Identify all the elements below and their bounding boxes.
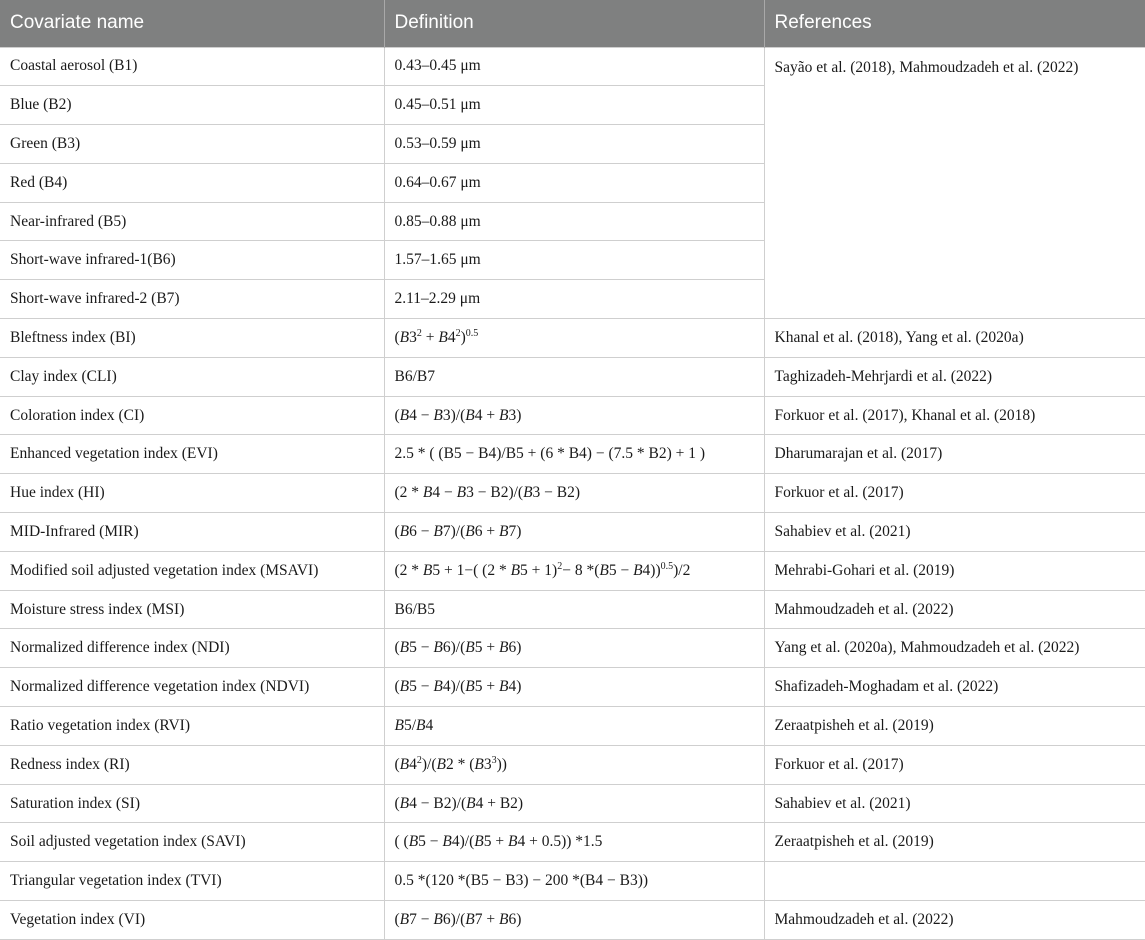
references: Sahabiev et al. (2021) [764,784,1145,823]
definition-formula: (B4 − B2)/(B4 + B2) [384,784,764,823]
references: Shafizadeh-Moghadam et al. (2022) [764,668,1145,707]
references: Taghizadeh-Mehrjardi et al. (2022) [764,357,1145,396]
header-references: References [764,0,1145,47]
references: Forkuor et al. (2017) [764,474,1145,513]
covariate-name: Clay index (CLI) [0,357,384,396]
covariate-name: Moisture stress index (MSI) [0,590,384,629]
table-row [0,823,1145,862]
covariate-name: Ratio vegetation index (RVI) [0,707,384,746]
definition-formula: (B7 − B6)/(B7 + B6) [384,901,764,940]
covariate-name: Red (B4) [0,163,384,202]
definition: 2.11–2.29 μm [384,280,764,319]
table-row [0,862,1145,901]
definition: B6/B7 [384,357,764,396]
header-row [0,0,1145,47]
references: Mahmoudzadeh et al. (2022) [764,590,1145,629]
covariate-name: Saturation index (SI) [0,784,384,823]
table-row [0,319,1145,358]
table-row [0,784,1145,823]
definition-formula: (2 * B5 + 1−( $(2 * B5 + 1)^2- 8$ *(B5 − B4))$^{0.5}$)/2 [384,551,764,590]
table-row [0,396,1145,435]
definition-formula: (B4 − B3)/(B4 + B3) [384,396,764,435]
covariate-name: Bleftness index (BI) [0,319,384,358]
references: Forkuor et al. (2017), Khanal et al. (2018) [764,396,1145,435]
covariate-name: Soil adjusted vegetation index (SAVI) [0,823,384,862]
references: Sahabiev et al. (2021) [764,513,1145,552]
references: Dharumarajan et al. (2017) [764,435,1145,474]
covariate-name: Short-wave infrared-2 (B7) [0,280,384,319]
table-row [0,590,1145,629]
definition-formula: 0.5 *(120 *(B5 − B3) − 200 *(B4 − B3)) [384,862,764,901]
definition: 0.53–0.59 μm [384,125,764,164]
covariate-name: Triangular vegetation index (TVI) [0,862,384,901]
covariate-name: Near-infrared (B5) [0,202,384,241]
definition: 0.43–0.45 μm [384,47,764,86]
header-definition: Definition [384,0,764,47]
covariate-name: Coastal aerosol (B1) [0,47,384,86]
covariate-name: MID-Infrared (MIR) [0,513,384,552]
table-row [0,551,1145,590]
covariate-name: Hue index (HI) [0,474,384,513]
references: Yang et al. (2020a), Mahmoudzadeh et al. (2022) [764,629,1145,668]
table-row [0,47,1145,86]
header-covariate: Covariate name [0,0,384,47]
references [764,862,1145,901]
definition-formula: (B5 − B6)/(B5 + B6) [384,629,764,668]
table-row [0,745,1145,784]
covariate-name: Vegetation index (VI) [0,901,384,940]
references: Sayão et al. (2018), Mahmoudzadeh et al. (2022) [764,47,1145,319]
definition-formula: B5/B4 [384,707,764,746]
covariate-name: Normalized difference vegetation index (NDVI) [0,668,384,707]
table-row [0,629,1145,668]
definition-formula: (B6 − B7)/(B6 + B7) [384,513,764,552]
covariate-name: Redness index (RI) [0,745,384,784]
table-row [0,474,1145,513]
covariate-name: Normalized difference index (NDI) [0,629,384,668]
references: Zeraatpisheh et al. (2019) [764,707,1145,746]
definition-formula: ( (B5 − B4)/(B5 + B4 + 0.5)) *1.5 [384,823,764,862]
covariate-name: Coloration index (CI) [0,396,384,435]
definition-formula: $(B3^2 + B4^2)^{0.5}$ [384,319,764,358]
definition-formula: $(B4^2)/(B2 * (B3^3))$ [384,745,764,784]
table-row [0,357,1145,396]
references: Forkuor et al. (2017) [764,745,1145,784]
definition-formula: (B5 − B4)/(B5 + B4) [384,668,764,707]
definition: 1.57–1.65 μm [384,241,764,280]
table-row [0,901,1145,940]
table-row [0,707,1145,746]
references: Mahmoudzadeh et al. (2022) [764,901,1145,940]
references: Khanal et al. (2018), Yang et al. (2020a) [764,319,1145,358]
covariate-name: Short-wave infrared-1(B6) [0,241,384,280]
definition-formula: 2.5 * ( (B5 − B4)/B5 + (6 * B4) − (7.5 * B2) + 1 ) [384,435,764,474]
covariate-name: Enhanced vegetation index (EVI) [0,435,384,474]
table-row [0,668,1145,707]
definition: B6/B5 [384,590,764,629]
covariate-name: Blue (B2) [0,86,384,125]
definition: 0.64–0.67 μm [384,163,764,202]
definition: 0.85–0.88 μm [384,202,764,241]
covariate-name: Green (B3) [0,125,384,164]
table-row [0,435,1145,474]
table-row [0,513,1145,552]
references: Mehrabi-Gohari et al. (2019) [764,551,1145,590]
references: Zeraatpisheh et al. (2019) [764,823,1145,862]
covariate-name: Modified soil adjusted vegetation index (MSAVI) [0,551,384,590]
definition: 0.45–0.51 μm [384,86,764,125]
definition-formula: (2 * B4 − B3 − B2)/(B3 − B2) [384,474,764,513]
